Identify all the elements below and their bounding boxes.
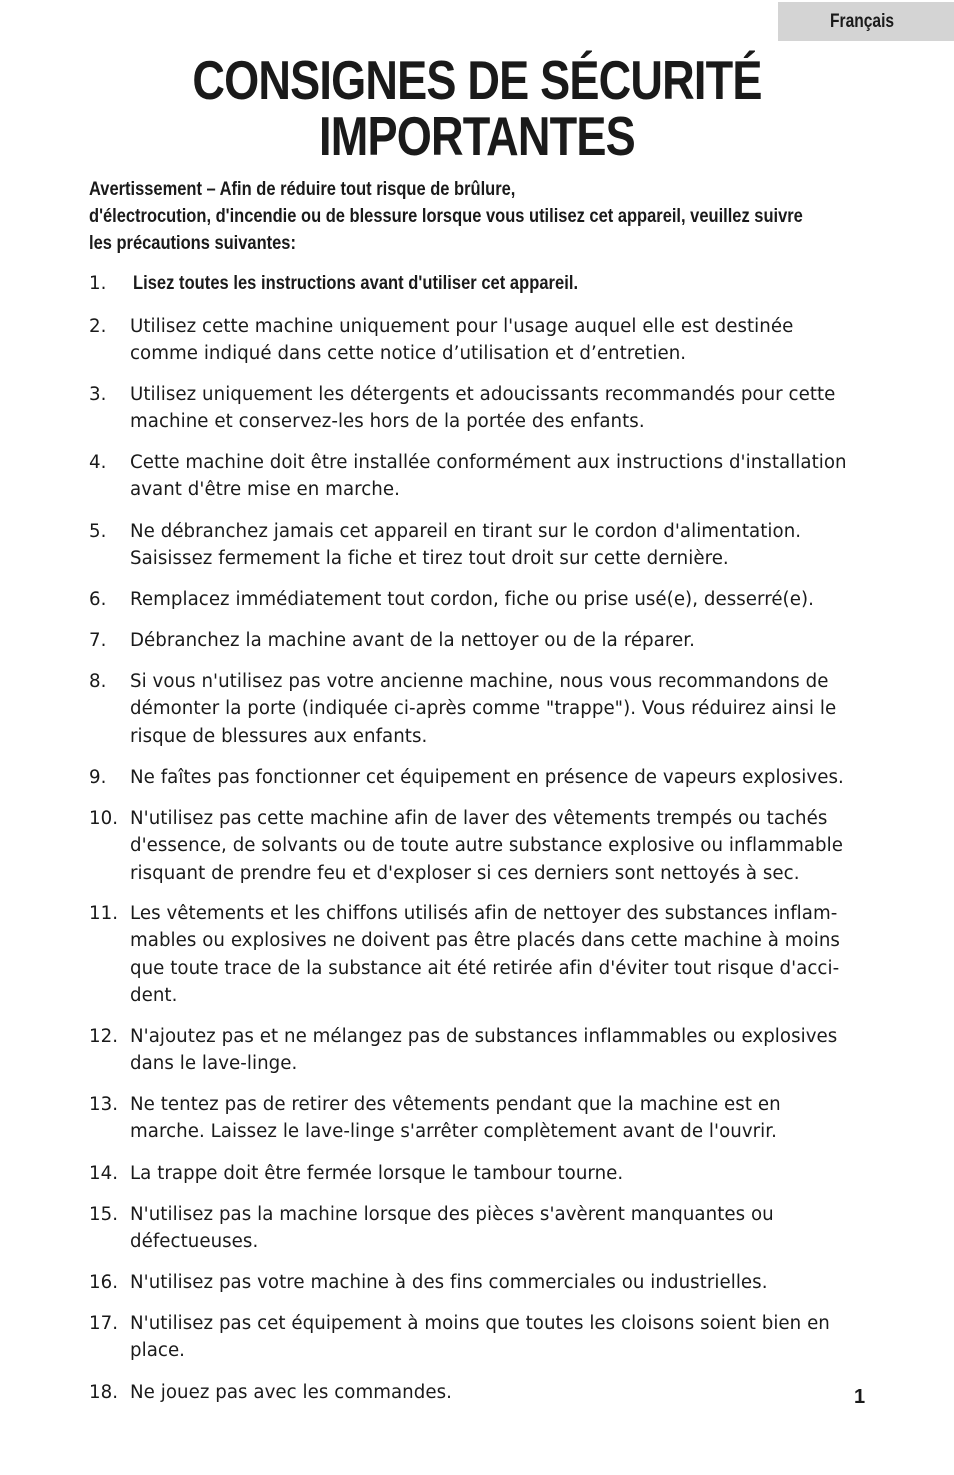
list-item-number: 7. (89, 630, 107, 651)
list-item-number: 13. (89, 1094, 119, 1115)
list-item-line: dent. (130, 984, 178, 1006)
list-item-number: 14. (89, 1163, 119, 1184)
list-item-number: 17. (89, 1313, 119, 1334)
list-item-line: machine et conservez-les hors de la portée des enfants. (130, 411, 645, 433)
warning-line-3: les précautions suivantes: (89, 232, 296, 254)
list-item-number: 18. (89, 1382, 119, 1403)
list-item-text (130, 1201, 879, 1256)
list-item-14 (89, 1160, 879, 1187)
list-item-line: N'utilisez pas cet équipement à moins que toutes les cloisons soient bien en (130, 1313, 830, 1334)
language-tab (778, 2, 954, 41)
list-item-number: 1. (89, 273, 107, 294)
list-item-text (130, 900, 879, 1009)
list-item-line: N'utilisez pas votre machine à des fins commerciales ou industrielles. (130, 1272, 768, 1293)
list-item-8 (89, 668, 879, 750)
list-item-text (130, 627, 879, 654)
list-item-line: Ne faîtes pas fonctionner cet équipement en présence de vapeurs explosives. (130, 767, 844, 788)
list-item-line: N'utilisez pas la machine lorsque des pièces s'avèrent manquantes ou (130, 1204, 774, 1225)
list-item-number: 10. (89, 808, 119, 829)
list-item-line: que toute trace de la substance ait été retirée afin d'éviter tout risque d'acci- (130, 957, 840, 979)
list-item-6 (89, 586, 879, 613)
list-item-line: comme indiqué dans cette notice d’utilisation et d’entretien. (130, 343, 687, 365)
list-item-number: 4. (89, 452, 107, 473)
list-item-line: Saisissez fermement la fiche et tirez tout droit sur cette dernière. (130, 548, 729, 570)
list-item-number: 11. (89, 903, 119, 924)
list-item-line: mables ou explosives ne doivent pas être placés dans cette machine à moins (130, 930, 840, 952)
list-item-line: N'ajoutez pas et ne mélangez pas de substances inflammables ou explosives (130, 1026, 838, 1047)
list-item-number: 9. (89, 767, 107, 788)
list-item-text (130, 449, 879, 504)
list-item-line: Ne débranchez jamais cet appareil en tirant sur le cordon d'alimentation. (130, 521, 802, 542)
list-item-18 (89, 1379, 879, 1406)
list-item-12 (89, 1023, 879, 1078)
list-item-line: Ne tentez pas de retirer des vêtements pendant que la machine est en (130, 1094, 781, 1115)
list-item-line: risquant de prendre feu et d'exploser si ces derniers sont nettoyés à sec. (130, 862, 800, 884)
list-item-number: 3. (89, 384, 107, 405)
list-item-number: 2. (89, 316, 107, 337)
list-item-7 (89, 627, 879, 654)
list-item-number: 8. (89, 671, 107, 692)
warning-line-1: Avertissement – Afin de réduire tout risque de brûlure, (89, 178, 516, 200)
list-item-text (130, 586, 879, 613)
list-item-number: 12. (89, 1026, 119, 1047)
list-item-line: La trappe doit être fermée lorsque le tambour tourne. (130, 1163, 624, 1184)
list-item-line: démonter la porte (indiquée ci-après comme "trappe"). Vous réduirez ainsi le (130, 698, 837, 720)
list-item-line: Si vous n'utilisez pas votre ancienne machine, nous vous recommandons de (130, 671, 829, 692)
list-item-11 (89, 900, 879, 1009)
list-item-number: 16. (89, 1272, 119, 1293)
warning-line-2: d'électrocution, d'incendie ou de blessure lorsque vous utilisez cet appareil, veuillez suivre (89, 205, 803, 227)
list-item-line: d'essence, de solvants ou de toute autre substance explosive ou inflammable (130, 835, 843, 857)
list-item-line: Ne jouez pas avec les commandes. (130, 1382, 452, 1403)
list-item-line: marche. Laissez le lave-linge s'arrêter complètement avant de l'ouvrir. (130, 1121, 777, 1143)
list-item-1 (89, 270, 879, 297)
list-item-line: Cette machine doit être installée conformément aux instructions d'installation (130, 452, 847, 473)
list-item-line: Utilisez uniquement les détergents et adoucissants recommandés pour cette (130, 384, 836, 405)
list-item-16 (89, 1269, 879, 1296)
list-item-13 (89, 1091, 879, 1146)
list-item-15 (89, 1201, 879, 1256)
list-item-5 (89, 518, 879, 573)
list-item-line: Utilisez cette machine uniquement pour l'usage auquel elle est destinée (130, 316, 794, 337)
list-item-line: Les vêtements et les chiffons utilisés afin de nettoyer des substances inflam- (130, 903, 838, 924)
page-title (0, 49, 954, 167)
list-item-number: 5. (89, 521, 107, 542)
list-item-text (130, 518, 879, 573)
list-item-line: risque de blessures aux enfants. (130, 725, 428, 747)
list-item-text (130, 805, 879, 887)
title-line-1: CONSIGNES DE SÉCURITÉ (192, 49, 762, 111)
title-line-2: IMPORTANTES (319, 105, 635, 167)
page-number: 1 (854, 1386, 866, 1408)
list-item-text (130, 1269, 879, 1296)
list-item-17 (89, 1310, 879, 1365)
list-item-line: Remplacez immédiatement tout cordon, fiche ou prise usé(e), desserré(e). (130, 589, 814, 610)
list-item-line: défectueuses. (130, 1231, 259, 1253)
list-item-line: Lisez toutes les instructions avant d'utiliser cet appareil. (133, 272, 579, 294)
list-item-number: 15. (89, 1204, 119, 1225)
list-item-text (130, 1023, 879, 1078)
list-item-2 (89, 313, 879, 368)
list-item-4 (89, 449, 879, 504)
list-item-10 (89, 805, 879, 887)
list-item-text (133, 270, 763, 297)
list-item-text (130, 1091, 879, 1146)
list-item-line: Débranchez la machine avant de la nettoyer ou de la réparer. (130, 630, 695, 651)
list-item-text (130, 1310, 879, 1365)
list-item-text (130, 381, 879, 436)
warning-paragraph (89, 176, 866, 257)
list-item-number: 6. (89, 589, 107, 610)
language-label: Français (830, 11, 895, 32)
list-item-9 (89, 764, 879, 791)
list-item-text (130, 764, 879, 791)
list-item-text (130, 668, 879, 750)
list-item-text (130, 1379, 879, 1406)
list-item-line: N'utilisez pas cette machine afin de laver des vêtements trempés ou tachés (130, 808, 828, 829)
list-item-3 (89, 381, 879, 436)
list-item-text (130, 1160, 879, 1187)
list-item-line: dans le lave-linge. (130, 1053, 298, 1075)
list-item-line: avant d'être mise en marche. (130, 479, 400, 501)
list-item-text (130, 313, 879, 368)
list-item-line: place. (130, 1340, 186, 1362)
